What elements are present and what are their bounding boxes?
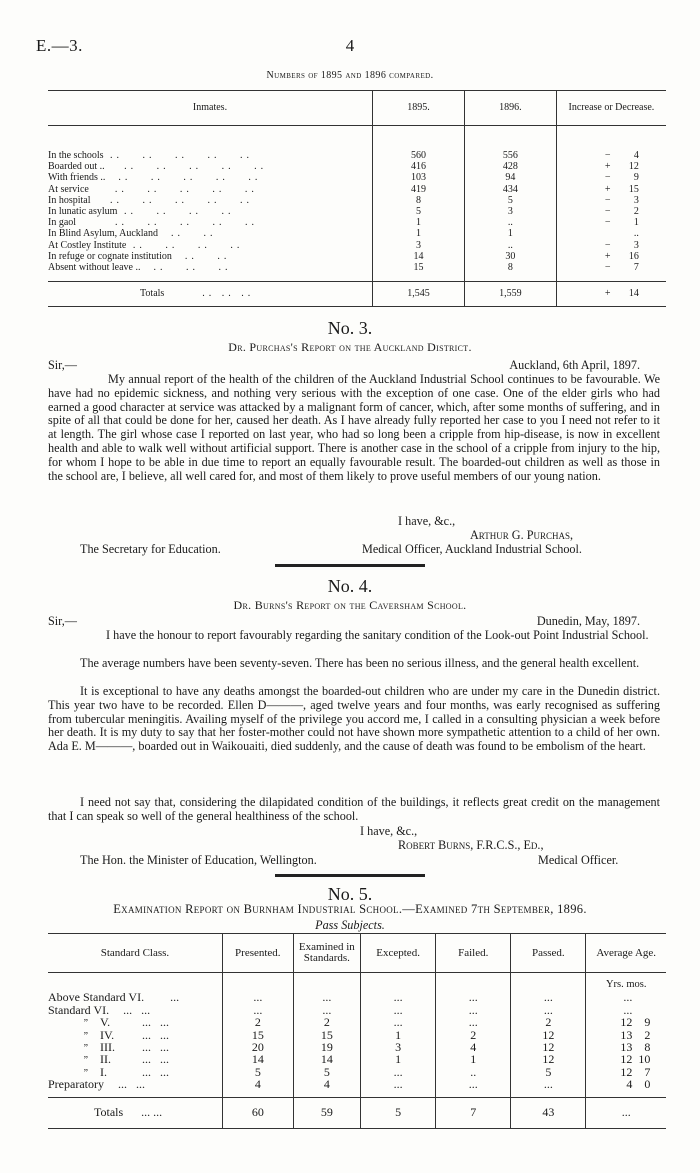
change-amount: 4 xyxy=(633,150,639,161)
presented-value: 14 xyxy=(251,1052,264,1067)
inmate-category: In Blind Asylum, Auckland xyxy=(48,228,158,240)
passed-value: ... xyxy=(543,1002,553,1017)
change-value xyxy=(557,228,666,239)
report3-addressee: The Secretary for Education. xyxy=(80,542,221,556)
section-divider xyxy=(275,564,425,567)
report3-role: Medical Officer, Auckland Industrial School. xyxy=(362,542,582,556)
age-years: 12 xyxy=(620,1064,633,1079)
change-value xyxy=(557,240,666,251)
totals-label: Totals xyxy=(140,288,165,300)
inmate-row-label xyxy=(48,195,372,206)
standard-name: IV. xyxy=(100,1027,115,1042)
excepted-value: 1 xyxy=(395,1027,402,1042)
change-amount: 1 xyxy=(633,217,639,229)
leader-dots: .. .. .. .. xyxy=(117,205,235,217)
presented-value: 4 xyxy=(254,1077,261,1092)
total-presented: 60 xyxy=(222,1097,293,1128)
standard-name: Standard VI. xyxy=(48,1002,110,1017)
report4-addressee: The Hon. the Minister of Education, Wellington. xyxy=(80,853,317,867)
leader-dots: ... ... xyxy=(142,1027,169,1042)
report4-para-3: It is exceptional to have any deaths amongst the boarded-out children who are under my care in the Dunedin district. This year two have to be recorded. Ellen D———, aged twelve years and four months, was early recognised as suffering from tubercular meningitis. Availing myself of the privilege you accord me, I called in a consulting physician a week before her death. It is my duty to say that her foster-mother could not have shown more sympathetic attention to a child of her own. Ada E. M———, boarded out in Waikouaiti, died suddenly, and the cause of death was found to be embolism of the heart. xyxy=(48,684,660,754)
change-sign: − xyxy=(604,150,611,161)
inmate-category: In the schools xyxy=(48,150,104,161)
inmate-category: In hospital xyxy=(48,194,91,206)
report4-closing: I have, &c., xyxy=(360,824,418,838)
value-1895: 103 xyxy=(410,172,426,184)
change-value xyxy=(557,195,666,206)
standard-row-label xyxy=(48,1029,222,1041)
change-sign: + xyxy=(604,161,611,173)
report5-number: No. 5. xyxy=(327,884,373,904)
table1-caption: Numbers of 1895 and 1896 compared. xyxy=(266,70,434,81)
failed-value: 1 xyxy=(470,1052,477,1067)
col-header-failed: Failed. xyxy=(436,934,511,973)
failed-value: ... xyxy=(468,1015,478,1030)
report3-body: My annual report of the health of the children of the Auckland Industrial School continues to be favourable. We have had no epidemic sickness, and nothing very serious with the exception of one case. One of the elder girls who had earned a good character at service was attacked by a malignant form of cancer, which, after some months of suffering, and in spite of all that could be done for her, caused her death. As I have already fully reported her case to you I need not refer to it at length. The girl whose case I reported on last year, who had so long been a cripple from hip-disease, is now in excellent health and able to walk well without artificial support. There is another case in the school of a cripple from injury to the hip, for whom I hope to be able in due time to report an equally favourable result. The boarded-out children as well as those in the school are, I believe, all well cared for, and most of them likely to prove useful members of our young nation. xyxy=(48,372,660,483)
report3-title: Dr. Purchas's Report on the Auckland District. xyxy=(228,340,472,354)
col-header-1896: 1896. xyxy=(464,91,556,126)
value-1895: 3 xyxy=(415,239,421,251)
value-1896: 94 xyxy=(505,172,516,184)
failed-value: 2 xyxy=(470,1027,477,1042)
ditto-mark: ” xyxy=(82,1055,88,1067)
average-age-value xyxy=(586,1053,666,1065)
standard-name: Above Standard VI. xyxy=(48,990,145,1005)
examined-value: ... xyxy=(322,1002,332,1017)
examined-value: ... xyxy=(322,990,332,1005)
change-value xyxy=(557,150,666,161)
passed-value: 5 xyxy=(545,1064,552,1079)
report5-title: Examination Report on Burnham Industrial School.—Examined 7th September, 1896. xyxy=(113,902,587,916)
ditto-mark: ” xyxy=(82,1018,88,1030)
passed-value: ... xyxy=(543,1077,553,1092)
leader-dots: ... ... xyxy=(142,1064,169,1079)
col-header-examined: Examined in Standards. xyxy=(293,934,360,973)
inmate-row-label xyxy=(48,240,372,251)
leader-dots: .. .. .. .. .. xyxy=(76,217,259,229)
presented-value: 20 xyxy=(251,1039,264,1054)
value-1895: 560 xyxy=(410,150,426,161)
total-examined: 59 xyxy=(293,1097,360,1128)
value-1895: 1 xyxy=(415,228,421,240)
report4-signature: Robert Burns, F.R.C.S., Ed., xyxy=(398,838,544,852)
report4-para-1: I have the honour to report favourably regarding the sanitary condition of the Look-out Point Industrial School. xyxy=(106,628,649,642)
total-1895: 1,545 xyxy=(373,282,465,307)
report5-subtitle: Pass Subjects. xyxy=(315,918,385,932)
leader-dots: .. .. .. .. .. xyxy=(88,183,258,195)
inmate-category: At Costley Institute xyxy=(48,239,127,251)
leader-dots: .. .. .. .. .. xyxy=(90,194,253,206)
inmate-row-label xyxy=(48,150,372,161)
change-value xyxy=(557,262,666,273)
change-value xyxy=(557,172,666,183)
average-age-value xyxy=(586,1078,666,1090)
total-change: + 14 xyxy=(604,288,639,300)
report3-number: No. 3. xyxy=(327,318,373,338)
change-sign: − xyxy=(604,194,611,206)
age-years: 13 xyxy=(620,1027,633,1042)
ditto-mark: ” xyxy=(82,1067,88,1079)
ditto-mark: ” xyxy=(82,1042,88,1054)
failed-value: ... xyxy=(468,990,478,1005)
value-1895: 14 xyxy=(413,250,424,262)
leader-dots: .. .. .. .. .. xyxy=(104,161,268,173)
report4-salutation: Sir,— xyxy=(48,614,77,628)
report3-place-date: Auckland, 6th April, 1897. xyxy=(509,358,640,372)
excepted-value: ... xyxy=(393,990,403,1005)
change-amount: 2 xyxy=(633,205,639,217)
value-1896: 1 xyxy=(507,228,513,240)
document-reference: E.—3. xyxy=(36,36,83,55)
presented-value: 2 xyxy=(254,1015,261,1030)
age-units: Yrs. mos. xyxy=(605,979,647,990)
col-header-inmates: Inmates. xyxy=(48,91,373,126)
change-sign: − xyxy=(604,239,611,251)
leader-dots: ... ... xyxy=(117,1077,145,1092)
examined-value: 15 xyxy=(320,1027,333,1042)
excepted-value: ... xyxy=(393,1002,403,1017)
age-years: ... xyxy=(623,990,633,1005)
value-1896: 556 xyxy=(502,150,518,161)
value-1895: 1 xyxy=(415,217,421,229)
inmate-row-label xyxy=(48,251,372,262)
presented-value: ... xyxy=(253,990,263,1005)
report4-title: Dr. Burns's Report on the Caversham School. xyxy=(233,598,467,612)
exam-totals-label: Totals xyxy=(94,1105,124,1120)
excepted-value: ... xyxy=(393,1015,403,1030)
average-age-column xyxy=(586,973,666,1098)
col-header-change: Increase or Decrease. xyxy=(556,91,666,126)
change-amount: 16 xyxy=(628,250,639,262)
leader-dots: .. .. .. .. .. xyxy=(105,172,262,184)
section-divider xyxy=(275,874,425,877)
leader-dots: .. .. xyxy=(158,228,217,240)
change-amount: 7 xyxy=(633,261,639,273)
value-1896: 8 xyxy=(507,261,513,273)
value-1896: 434 xyxy=(502,183,518,195)
leader-dots: ... ... xyxy=(142,1039,169,1054)
col-header-presented: Presented. xyxy=(222,934,293,973)
change-column xyxy=(556,126,666,282)
age-years: 12 xyxy=(620,1052,633,1067)
age-years: 4 xyxy=(626,1077,633,1092)
report3-signature: Arthur G. Purchas, xyxy=(470,528,574,542)
change-sign: − xyxy=(604,205,611,217)
col-header-average-age: Average Age. xyxy=(586,934,666,973)
standard-row-label xyxy=(48,1016,222,1028)
ditto-mark: ” xyxy=(82,1030,88,1042)
report4-para-2: The average numbers have been seventy-seven. There has been no serious illness, and the general health excellent. xyxy=(80,656,640,670)
report4-place-date: Dunedin, May, 1897. xyxy=(536,614,640,628)
value-1895: 8 xyxy=(415,194,421,206)
inmate-row-label xyxy=(48,184,372,195)
inmate-row-label xyxy=(48,217,372,228)
report4-number: No. 4. xyxy=(327,576,373,596)
page-number: 4 xyxy=(345,36,355,55)
value-1895: 416 xyxy=(410,161,426,173)
standard-row-label xyxy=(48,1041,222,1053)
report3-closing: I have, &c., xyxy=(398,514,456,528)
failed-value: ... xyxy=(468,1002,478,1017)
inmate-category: In lunatic asylum xyxy=(48,205,118,217)
age-months: 9 xyxy=(644,1015,651,1030)
age-years: ... xyxy=(623,1002,633,1017)
inmate-row-label xyxy=(48,161,372,172)
inmate-row-label xyxy=(48,206,372,217)
exam-totals-row: Totals ... ... 60 59 5 7 43 ... xyxy=(48,1097,666,1128)
failed-column xyxy=(436,973,511,1098)
value-1895: 15 xyxy=(413,261,424,273)
change-value xyxy=(557,251,666,262)
examined-value: 14 xyxy=(320,1052,333,1067)
inmate-category: With friends .. xyxy=(48,172,106,184)
examined-column xyxy=(293,973,360,1098)
total-excepted: 5 xyxy=(360,1097,435,1128)
inmate-row-label xyxy=(48,172,372,183)
inmate-category: Boarded out .. xyxy=(48,161,105,173)
value-1895: 5 xyxy=(415,205,421,217)
col-header-standard: Standard Class. xyxy=(48,934,222,973)
leader-dots: ... ... xyxy=(142,1052,169,1067)
leader-dots: .. .. xyxy=(171,250,231,262)
examined-value: 19 xyxy=(320,1039,333,1054)
excepted-value: 1 xyxy=(395,1052,402,1067)
change-value xyxy=(557,217,666,228)
failed-value: ... xyxy=(468,1077,478,1092)
excepted-value: ... xyxy=(393,1064,403,1079)
value-1896: 428 xyxy=(502,161,518,173)
age-months: 0 xyxy=(644,1077,651,1092)
examined-value: 4 xyxy=(323,1077,330,1092)
total-failed: 7 xyxy=(436,1097,511,1128)
inmates-comparison-table xyxy=(48,90,666,307)
leader-dots: .. .. .. .. .. xyxy=(103,150,254,161)
year-1896-column xyxy=(464,126,556,282)
passed-value: ... xyxy=(543,990,553,1005)
average-age-value xyxy=(586,991,666,1003)
inmate-category: At service xyxy=(48,183,89,195)
change-sign: − xyxy=(604,172,611,184)
leader-dots: ... ... xyxy=(123,1002,151,1017)
age-years: 12 xyxy=(620,1015,633,1030)
inmate-row-label xyxy=(48,262,372,273)
total-passed: 43 xyxy=(511,1097,586,1128)
excepted-column xyxy=(360,973,435,1098)
examined-value: 5 xyxy=(323,1064,330,1079)
value-1896: 30 xyxy=(505,250,516,262)
age-months: 7 xyxy=(644,1064,651,1079)
excepted-value: ... xyxy=(393,1077,403,1092)
standard-row-label xyxy=(48,1078,222,1090)
leader-dots: .. .. .. .. xyxy=(126,239,244,251)
col-header-1895: 1895. xyxy=(373,91,465,126)
failed-value: 4 xyxy=(470,1039,477,1054)
standard-name: III. xyxy=(100,1039,115,1054)
passed-value: 12 xyxy=(542,1027,555,1042)
change-value xyxy=(557,206,666,217)
age-months: 10 xyxy=(638,1052,651,1067)
failed-value: .. xyxy=(470,1064,477,1079)
presented-value: 5 xyxy=(254,1064,261,1079)
change-sign: + xyxy=(604,250,611,262)
total-average-age: ... xyxy=(586,1097,666,1128)
change-amount: 15 xyxy=(628,183,639,195)
excepted-value: 3 xyxy=(395,1039,402,1054)
change-sign: + xyxy=(604,183,611,195)
change-sign: − xyxy=(604,217,611,229)
standard-name: Preparatory xyxy=(48,1077,104,1092)
report3-salutation: Sir,— xyxy=(48,358,77,372)
year-1895-column xyxy=(373,126,465,282)
report4-para-4: I need not say that, considering the dilapidated condition of the buildings, it reflects great credit on the management that I can speak so well of the general healthiness of the school. xyxy=(48,795,660,823)
value-1896: 3 xyxy=(507,205,513,217)
change-amount: 9 xyxy=(633,172,639,184)
col-header-passed: Passed. xyxy=(511,934,586,973)
standard-name: I. xyxy=(100,1064,107,1079)
inmate-category: In gaol xyxy=(48,217,77,229)
inmate-category: Absent without leave .. xyxy=(48,261,141,273)
change-amount: 3 xyxy=(633,194,639,206)
leader-dots: ... ... xyxy=(142,1015,169,1030)
age-months: 8 xyxy=(644,1039,651,1054)
change-sign: − xyxy=(604,261,611,273)
change-value xyxy=(557,184,666,195)
standard-row-label xyxy=(48,1053,222,1065)
standard-row-label xyxy=(48,1004,222,1016)
change-amount: 12 xyxy=(628,161,639,173)
presented-value: 15 xyxy=(251,1027,264,1042)
age-years: 13 xyxy=(620,1039,633,1054)
passed-value: 12 xyxy=(542,1039,555,1054)
value-1896: .. xyxy=(507,217,513,229)
leader-dots: .. .. .. xyxy=(140,261,232,273)
change-value xyxy=(557,161,666,172)
value-1896: 5 xyxy=(507,194,513,206)
value-1895: 419 xyxy=(410,183,426,195)
standard-labels-column xyxy=(48,973,222,1098)
presented-column xyxy=(222,973,293,1098)
inmate-row-label xyxy=(48,228,372,239)
passed-column xyxy=(511,973,586,1098)
leader-dots: ... xyxy=(170,990,180,1005)
passed-value: 2 xyxy=(545,1015,552,1030)
examination-results-table xyxy=(48,933,666,1129)
presented-value: ... xyxy=(253,1002,263,1017)
age-months: 2 xyxy=(644,1027,651,1042)
inmates-labels-column xyxy=(48,126,373,282)
report4-role: Medical Officer. xyxy=(538,853,619,867)
change-amount: .. xyxy=(633,228,639,240)
totals-row: Totals .. .. .. 1,545 1,559 + 14 xyxy=(48,282,666,307)
standard-name: V. xyxy=(100,1015,111,1030)
change-amount: 3 xyxy=(633,239,639,251)
passed-value: 12 xyxy=(542,1052,555,1067)
average-age-value xyxy=(586,1016,666,1028)
col-header-excepted: Excepted. xyxy=(360,934,435,973)
total-1896: 1,559 xyxy=(464,282,556,307)
value-1896: .. xyxy=(507,239,513,251)
examined-value: 2 xyxy=(323,1015,330,1030)
standard-name: II. xyxy=(100,1052,111,1067)
inmate-category: In refuge or cognate institution xyxy=(48,250,172,262)
